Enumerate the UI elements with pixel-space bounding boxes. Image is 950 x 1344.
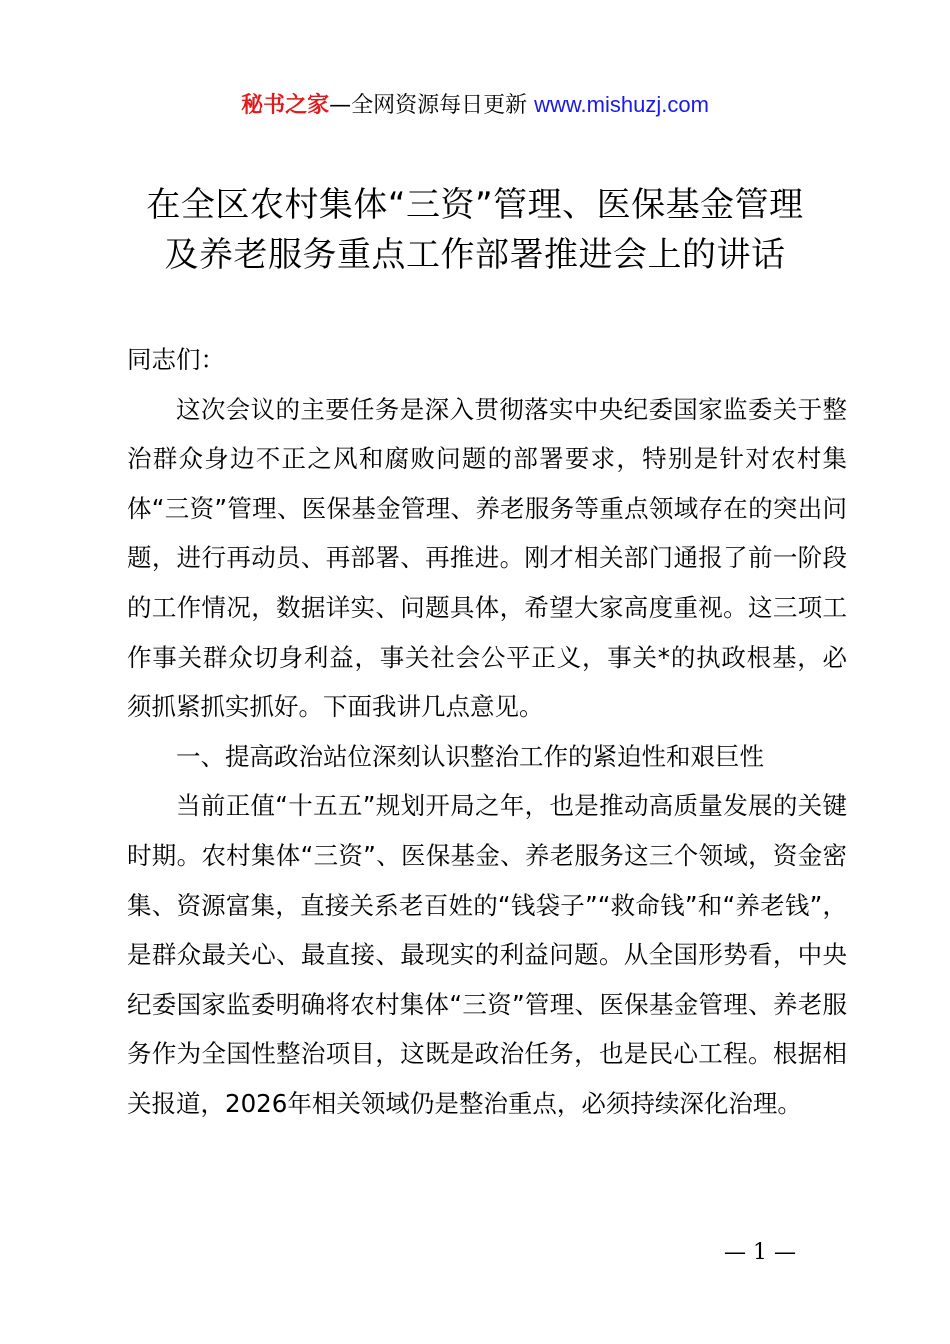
section-heading-1: 一、提高政治站位深刻认识整治工作的紧迫性和艰巨性 [176,741,764,771]
header-slogan: —全网资源每日更新 [329,93,535,118]
title-line-2: 及养老服务重点工作部署推进会上的讲话 [164,235,786,275]
title-line-1: 在全区农村集体“三资”管理、医保基金管理 [146,185,804,225]
document-title [0,180,950,280]
section-1-paragraph: 当前正值“十五五”规划开局之年，也是推动高质量发展的关键时期。农村集体“三资”、医保基金、养老服务这三个领域，资金密集、资源富集，直接关系老百姓的“钱袋子”“救命钱”和“养老钱”，是群众最关心、最直接、最现实的利益问题。从全国形势看，中央纪委国家监委明确将农村集体“三资”管理、医保基金管理、养老服务作为全国性整治项目，这既是政治任务，也是民心工程。根据相关报道，2026年相关领域仍是整治重点，必须持续深化治理。 [127,791,847,1118]
site-url-link[interactable]: www.mishuzj.com [534,92,709,117]
brand-name: 秘书之家 [241,93,330,118]
salutation: 同志们： [127,345,225,374]
opening-paragraph: 这次会议的主要任务是深入贯彻落实中央纪委国家监委关于整治群众身边不正之风和腐败问题的部署要求，特别是针对农村集体“三资”管理、医保基金管理、养老服务等重点领域存在的突出问题，进行再动员、再部署、再推进。刚才相关部门通报了前一阶段的工作情况，数据详实、问题具体，希望大家高度重视。这三项工作事关群众切身利益，事关社会公平正义，事关*的执政根基，必须抓紧抓实抓好。下面我讲几点意见。 [127,394,847,722]
document-body [127,335,847,1129]
site-header [0,88,950,123]
page-number: — 1 — [724,1240,796,1265]
